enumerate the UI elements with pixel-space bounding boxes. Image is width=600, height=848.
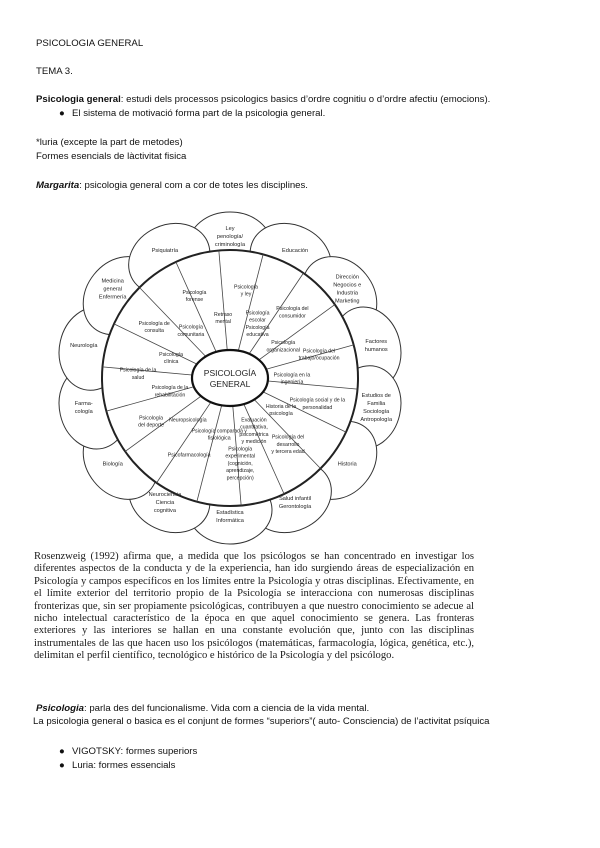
inner-field-label: comunitaria <box>177 331 205 338</box>
inner-field-label: psicología <box>269 410 293 417</box>
inner-field-label: percepción) <box>226 475 254 482</box>
center-ellipse <box>192 350 268 406</box>
margarita-term: Margarita <box>36 180 80 191</box>
outer-discipline-label: Ciencia <box>155 500 175 507</box>
outer-discipline-label: Estadística <box>216 510 244 516</box>
outer-discipline-label: Enfermería <box>98 294 127 301</box>
inner-field-label: Psicología en la <box>273 372 311 379</box>
inner-field-label: organizacional <box>266 347 300 354</box>
inner-field-label: y medición <box>241 439 267 446</box>
inner-field-label: (cognición, <box>227 460 253 467</box>
bullet-icon: ● <box>59 746 65 757</box>
center-label: GENERAL <box>209 379 251 389</box>
outer-discipline-label: cología <box>74 409 93 416</box>
outer-discipline-label: Gerontología <box>278 504 312 511</box>
psychology-flower-diagram <box>34 206 474 546</box>
outer-discipline-label: Neurología <box>70 342 98 349</box>
inner-field-label: Psicología de la <box>151 385 189 392</box>
inner-field-label: mental <box>215 319 231 326</box>
inner-field-label: educativa <box>246 332 269 339</box>
outer-discipline-label: Educación <box>282 247 309 254</box>
inner-field-label: Psicología de la <box>119 367 157 374</box>
inner-field-label: Neuropsicología <box>169 417 207 424</box>
inner-field-label: Psicología <box>228 446 253 453</box>
inner-field-label: Psicología del <box>276 306 309 313</box>
inner-field-label: Psicología del <box>271 434 305 441</box>
outer-discipline-label: Farma- <box>74 401 93 408</box>
inner-field-label: consumidor <box>279 313 306 320</box>
topic-heading: TEMA 3. <box>36 66 73 77</box>
inner-field-label: Psicología <box>178 324 203 331</box>
author-item: VIGOTSKY: formes superiors <box>72 746 198 757</box>
center-label: PSICOLOGÍA <box>203 368 257 378</box>
outer-discipline-label: general <box>103 286 123 293</box>
outer-discipline-label: Negocios e <box>333 282 362 289</box>
inner-field-label: escolar <box>249 317 266 324</box>
definition-text: : estudi dels processos psicologics basics d’ordre cognitiu o d’ordre afectiu (emocions). <box>120 94 491 105</box>
outer-discipline-label: humanos <box>364 346 388 353</box>
inner-field-label: Psicología <box>245 324 270 331</box>
inner-field-label: Psicología <box>271 340 296 347</box>
outer-discipline-label: Medicina <box>101 278 124 285</box>
margarita-paragraph <box>36 180 308 192</box>
outer-discipline-label: Neurociencia <box>148 492 182 499</box>
inner-field-label: y tercera edad <box>271 449 305 456</box>
psicologia-text: : parla des del funcionalisme. Vida com a ciencia de la vida mental. <box>83 703 370 714</box>
inner-field-label: aprendizaje, <box>226 468 255 475</box>
rosenzweig-quote <box>34 551 474 663</box>
inner-field-label: Historia de la <box>265 403 297 410</box>
note-formes: Formes esencials de làctivitat fisica <box>36 151 187 162</box>
outer-discipline-label: Ley <box>225 226 235 232</box>
outer-discipline-label: Marketing <box>334 298 360 305</box>
inner-field-label: Psicología <box>182 289 207 296</box>
inner-field-label: Psicología social y de la <box>289 397 346 404</box>
outer-discipline-label: Antropología <box>360 417 393 424</box>
margarita-text: : psicologia general com a cor de totes les disciplines. <box>79 180 308 191</box>
bullet-icon: ● <box>59 760 65 771</box>
inner-field-label: Psicofarmacología <box>167 452 211 459</box>
inner-field-label: Psicología <box>245 310 270 317</box>
inner-field-label: trabajo/ocupación <box>298 355 340 362</box>
outer-discipline-label: cognitiva <box>153 508 176 515</box>
inner-field-label: y ley <box>240 291 252 298</box>
outer-discipline-label: Salud infantil <box>279 496 312 503</box>
inner-field-label: personalidad <box>302 404 333 411</box>
outer-discipline-label: criminología <box>214 242 246 248</box>
outer-discipline-label: penología/ <box>216 234 244 240</box>
outer-discipline-label: Dirección <box>335 274 359 281</box>
inner-field-label: cuantitativa, <box>240 424 268 431</box>
bullet-icon: ● <box>59 108 65 119</box>
outer-discipline-label: Psiquiatría <box>151 247 179 254</box>
basica-paragraph: La psicologia general o basica es el conjunt de formes “superiors”( auto- Consciencia) de l’activitat psíquica <box>33 716 490 727</box>
inner-field-label: ingeniería <box>280 379 304 386</box>
definition-bullet: El sistema de motivació forma part de la psicologia general. <box>72 108 326 119</box>
outer-discipline-label: Sociología <box>363 409 390 416</box>
inner-field-label: rehabilitación <box>154 392 186 399</box>
outer-discipline-label: Historia <box>337 461 357 468</box>
inner-field-label: Psicología <box>139 415 164 422</box>
author-item: Luria: formes essencials <box>72 760 176 771</box>
outer-discipline-label: Factores <box>365 338 388 345</box>
definition-term: Psicologia general <box>36 94 121 105</box>
outer-discipline-label: Biología <box>102 461 123 468</box>
inner-field-label: consulta <box>144 328 164 335</box>
inner-field-label: experimental <box>225 453 256 460</box>
inner-field-label: Psicología de <box>138 320 170 327</box>
psicologia-paragraph <box>36 703 369 715</box>
outer-discipline-label: Estudios de <box>361 393 391 400</box>
inner-field-label: desarrollo <box>276 441 300 448</box>
inner-field-label: Psicología del <box>302 348 336 355</box>
inner-field-label: Psicología <box>159 352 184 359</box>
inner-field-label: forense <box>185 296 204 303</box>
inner-field-label: psicométrica <box>239 431 269 438</box>
inner-field-label: salud <box>131 374 145 381</box>
outer-discipline-label: Familia <box>367 401 386 408</box>
inner-field-label: fisiológica <box>207 435 231 442</box>
definition-paragraph <box>36 94 490 106</box>
note-luria: *luria (excepte la part de metodes) <box>36 137 183 148</box>
document-subject: PSICOLOGIA GENERAL <box>36 38 144 49</box>
inner-field-label: clínica <box>163 359 179 366</box>
quote-text: Rosenzweig (1992) afirma que, a medida que los psicólogos se han concentrado en investigar los diferentes aspectos de la conducta y de la experiencia, han ido surgiendo áreas de especialización en Psicología y campos específicos en los límites entre la Psicología y otras disciplinas. Efectivamente, en el límite exterior del territorio propio de la Psicología se interacciona con numerosas disciplinas fronterizas que, sin ser propiamente psicológicas, contribuyen a que nuestro conocimiento se adecue al nicho intelectual característico de la época en que aquel conocimiento se genera. Las fronteras exteriores y las interiores se hallan en una constante evolución que, junto con las disciplinas instrumentales de las que hacen uso los psicólogos (matemáticas, farmacología, lógica, genética, etc.), delimitan el perfil científico, tecnológico e histórico de la Psicología y del psicólogo. <box>34 551 474 662</box>
inner-field-label: Psicología comparada y <box>191 428 247 435</box>
outer-discipline-label: Industria <box>336 290 359 297</box>
inner-field-label: Evaluación <box>241 417 267 424</box>
outer-discipline-label: Informática <box>216 518 244 524</box>
psicologia-term: Psicologia <box>36 703 84 714</box>
inner-field-label: Psicología <box>234 284 258 291</box>
inner-field-label: Retraso <box>214 311 233 318</box>
inner-field-label: del deporte <box>138 422 165 429</box>
